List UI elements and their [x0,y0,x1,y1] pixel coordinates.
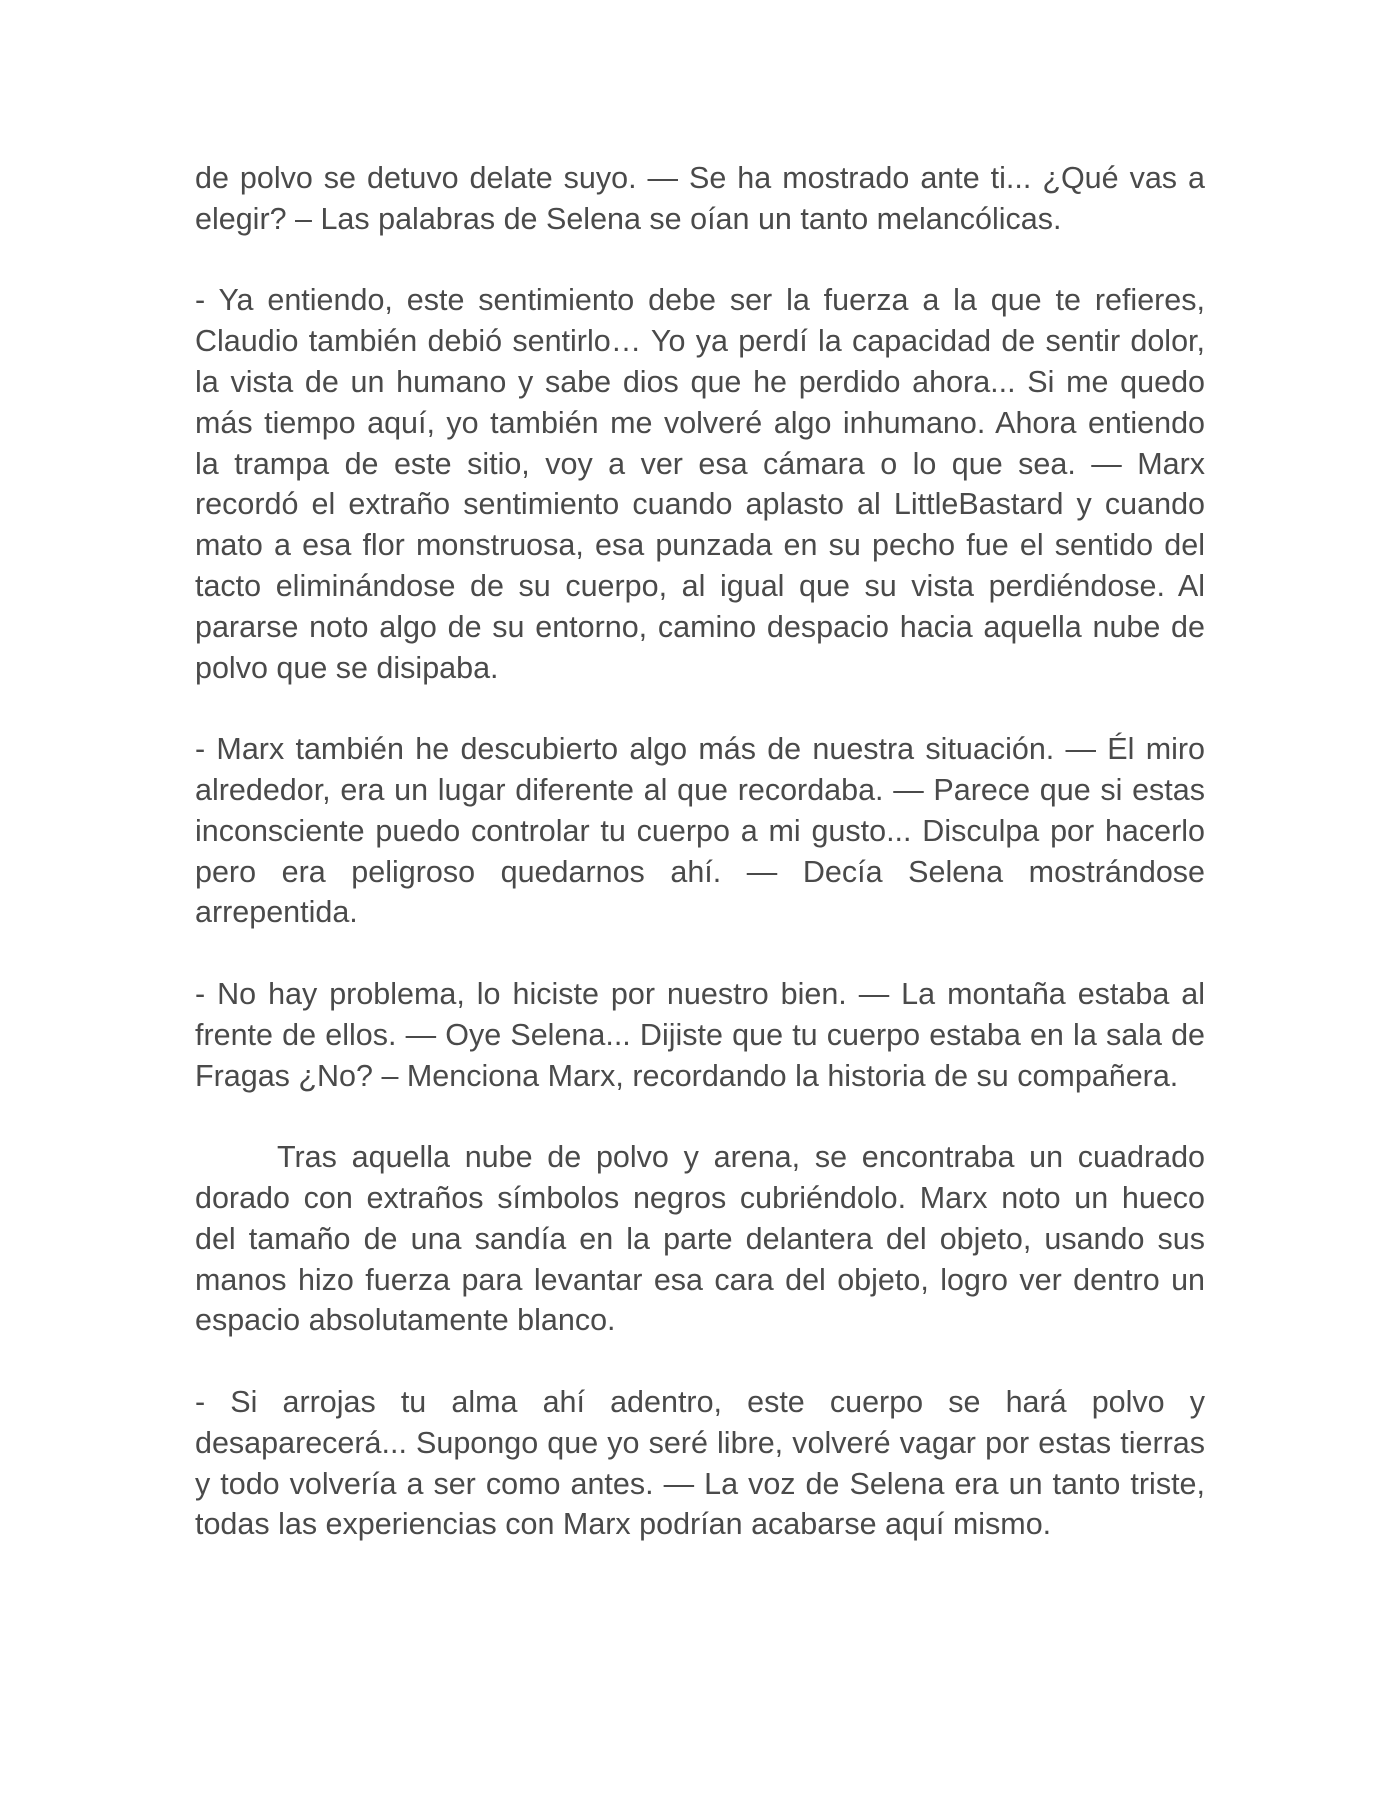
document-body [195,158,1205,1586]
paragraph: de polvo se detuvo delate suyo. — Se ha mostrado ante ti... ¿Qué vas a elegir? – Las palabras de Selena se oían un tanto melancólicas. [195,161,1205,236]
paragraph: - Si arrojas tu alma ahí adentro, este cuerpo se hará polvo y desaparecerá... Supongo que yo seré libre, volveré vagar por estas tierras y todo volvería a ser como antes. — La voz de Selena era un tanto triste, todas las experiencias con Marx podrían acabarse aquí mismo. [195,1384,1205,1542]
paragraph: - No hay problema, lo hiciste por nuestro bien. — La montaña estaba al frente de ellos. — Oye Selena... Dijiste que tu cuerpo estaba en la sala de Fragas ¿No? – Menciona Marx, recordando la historia de su compañera. [195,976,1205,1093]
paragraph: - Ya entiendo, este sentimiento debe ser la fuerza a la que te refieres, Claudio también debió sentirlo… Yo ya perdí la capacidad de sentir dolor, la vista de un humano y sabe dios que he perdido ahora... Si me quedo más tiempo aquí, yo también me volveré algo inhumano. Ahora entiendo la trampa de este sitio, voy a ver esa cámara o lo que sea. — Marx recordó el extraño sentimiento cuando aplasto al LittleBastard y cuando mato a esa flor monstruosa, esa punzada en su pecho fue el sentido del tacto eliminándose de su cuerpo, al igual que su vista perdiéndose. Al pararse noto algo de su entorno, camino despacio hacia aquella nube de polvo que se disipaba. [195,283,1205,685]
paragraph: Tras aquella nube de polvo y arena, se encontraba un cuadrado dorado con extraños símbolos negros cubriéndolo. Marx noto un hueco del tamaño de una sandía en la parte delantera del objeto, usando sus manos hizo fuerza para levantar esa cara del objeto, logro ver dentro un espacio absolutamente blanco. [195,1140,1205,1338]
paragraph: - Marx también he descubierto algo más de nuestra situación. — Él miro alrededor, era un lugar diferente al que recordaba. — Parece que si estas inconsciente puedo controlar tu cuerpo a mi gusto... Disculpa por hacerlo pero era peligroso quedarnos ahí. — Decía Selena mostrándose arrepentida. [195,732,1205,930]
